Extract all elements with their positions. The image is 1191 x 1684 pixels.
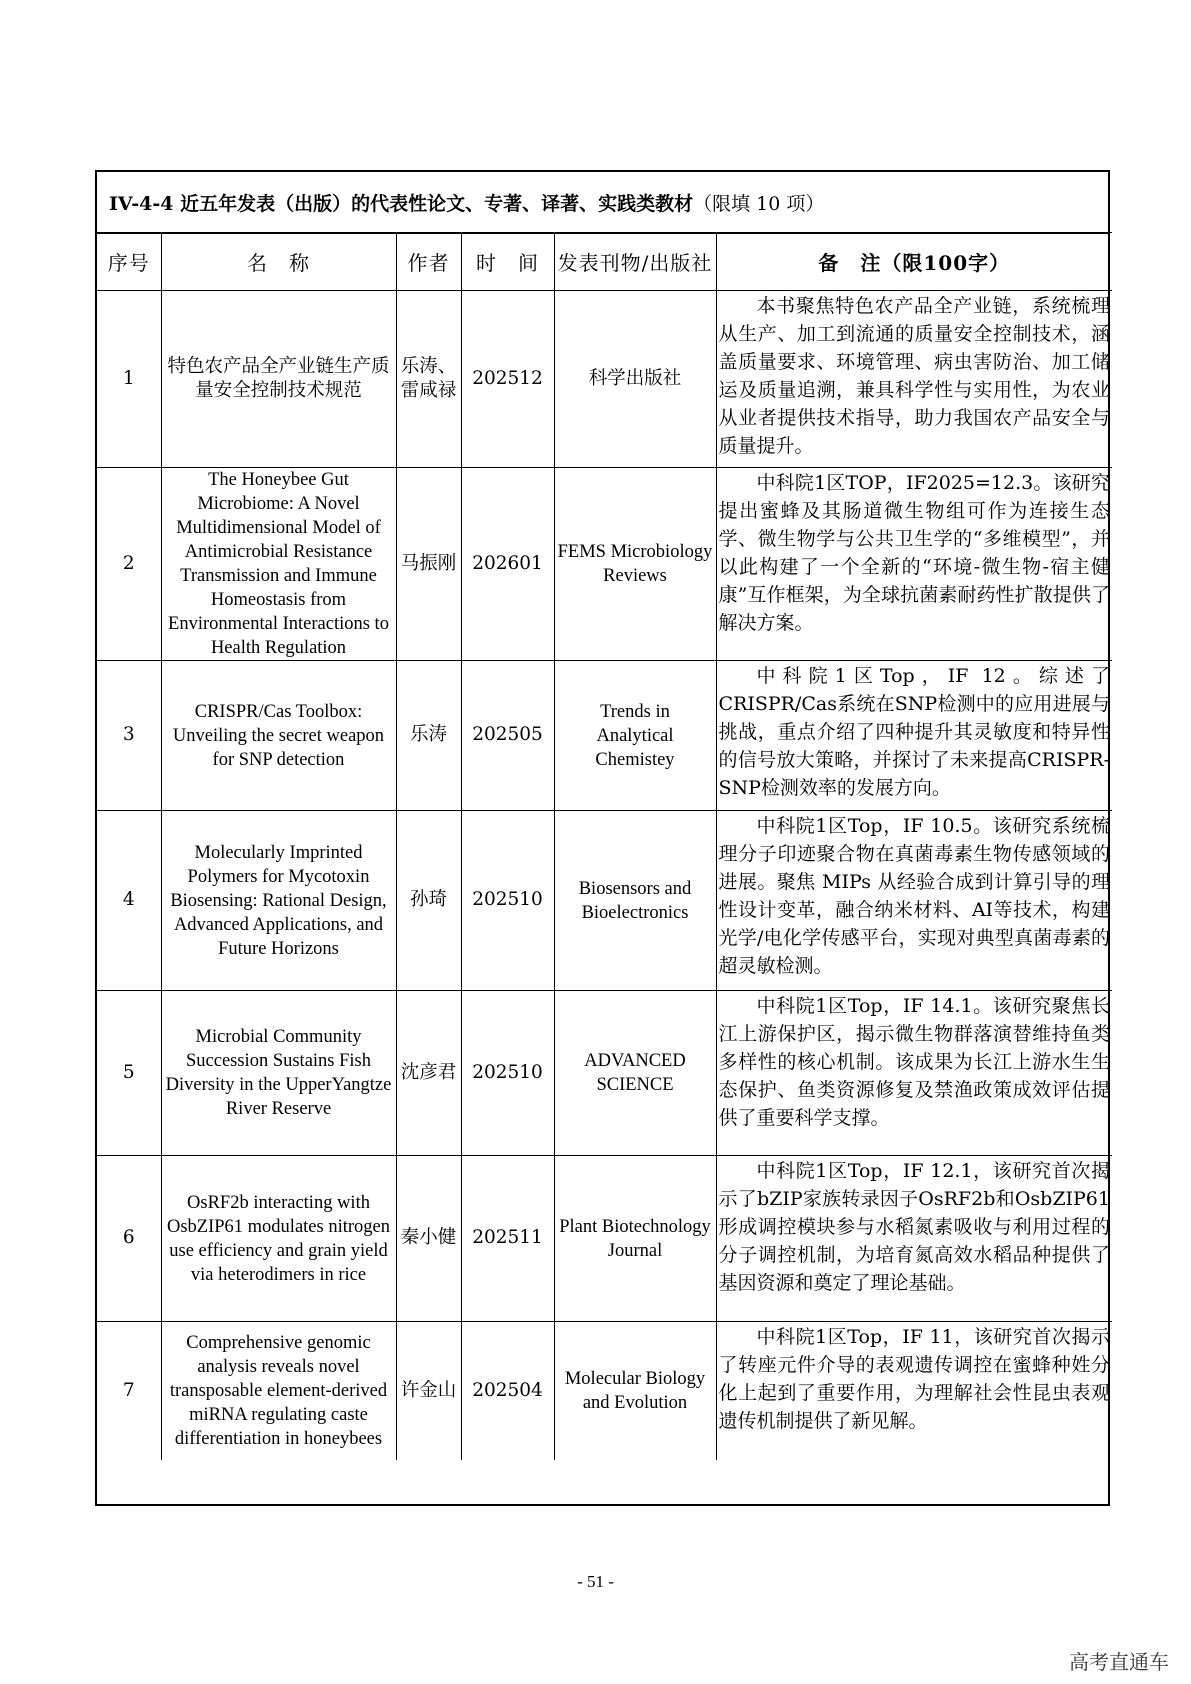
- cell-time: 202601: [461, 468, 554, 661]
- cell-time: 202512: [461, 291, 554, 468]
- table-row: [97, 991, 1112, 1156]
- remark-text: 中科院1区Top，IF 12。综述了CRISPR/Cas系统在SNP检测中的应用进展与挑战，重点介绍了四种提升其灵敏度和特异性的信号放大策略，并探讨了未来提高CRISPR-SNP检测效率的发展方向。: [718, 665, 1110, 799]
- publications-form: [95, 170, 1110, 1506]
- cell-time: 202510: [461, 991, 554, 1156]
- cell-publisher: Molecular Biology and Evolution: [554, 1322, 716, 1460]
- cell-name: Comprehensive genomic analysis reveals novel transposable element-derived miRNA regulating caste differentiation in honeybees: [161, 1322, 396, 1460]
- cell-name: 特色农产品全产业链生产质量安全控制技术规范: [161, 291, 396, 468]
- cell-name: Microbial Community Succession Sustains Fish Diversity in the UpperYangtze River Reserve: [161, 991, 396, 1156]
- remark-text: 本书聚焦特色农产品全产业链，系统梳理从生产、加工到流通的质量安全控制技术，涵盖质量要求、环境管理、病虫害防治、加工储运及质量追溯，兼具科学性与实用性，为农业从业者提供技术指导，助力我国农产品安全与质量提升。: [718, 295, 1110, 457]
- page-number: - 51 -: [577, 1572, 614, 1591]
- cell-name: The Honeybee Gut Microbiome: A Novel Multidimensional Model of Antimicrobial Resistance Transmission and Immune Homeostasis from Environmental Interactions to Health Regulation: [161, 468, 396, 661]
- cell-author: 乐涛、雷咸禄: [396, 291, 461, 468]
- section-limit: （限填 10 项）: [693, 192, 825, 215]
- cell-publisher: 科学出版社: [554, 291, 716, 468]
- cell-author: 秦小健: [396, 1156, 461, 1322]
- cell-publisher: Trends in Analytical Chemistey: [554, 661, 716, 811]
- remark-text: 中科院1区TOP，IF2025=12.3。该研究提出蜜蜂及其肠道微生物组可作为连接生态学、微生物学与公共卫生学的“多维模型”，并以此构建了一个全新的“环境-微生物-宿主健康”互作框架，为全球抗菌素耐药性扩散提供了解决方案。: [718, 472, 1110, 634]
- cell-time: 202510: [461, 811, 554, 991]
- cell-index: 3: [97, 661, 161, 811]
- table-row: [97, 661, 1112, 811]
- header-name: 名 称: [161, 233, 396, 291]
- header-index: 序号: [97, 233, 161, 291]
- cell-name: CRISPR/Cas Toolbox: Unveiling the secret weapon for SNP detection: [161, 661, 396, 811]
- table-header-row: [97, 233, 1112, 291]
- cell-remark: [716, 991, 1112, 1156]
- cell-time: 202511: [461, 1156, 554, 1322]
- cell-remark: [716, 1156, 1112, 1322]
- header-author: 作者: [396, 233, 461, 291]
- cell-publisher: FEMS Microbiology Reviews: [554, 468, 716, 661]
- header-remark: 备 注（限100字）: [716, 233, 1112, 291]
- cell-remark: [716, 291, 1112, 468]
- section-title: [97, 172, 1108, 234]
- table-row: [97, 468, 1112, 661]
- cell-index: 1: [97, 291, 161, 468]
- cell-author: 沈彦君: [396, 991, 461, 1156]
- cell-publisher: Plant Biotechnology Journal: [554, 1156, 716, 1322]
- cell-publisher: ADVANCED SCIENCE: [554, 991, 716, 1156]
- cell-index: 7: [97, 1322, 161, 1460]
- cell-time: 202505: [461, 661, 554, 811]
- publications-table: [97, 232, 1112, 1460]
- cell-index: 6: [97, 1156, 161, 1322]
- remark-text: 中科院1区Top，IF 14.1。该研究聚焦长江上游保护区，揭示微生物群落演替维持鱼类多样性的核心机制。该成果为长江上游水生生态保护、鱼类资源修复及禁渔政策成效评估提供了重要科学支撑。: [718, 995, 1110, 1129]
- header-publisher: 发表刊物/出版社: [554, 233, 716, 291]
- cell-author: 孙琦: [396, 811, 461, 991]
- section-title-text: IV-4-4 近五年发表（出版）的代表性论文、专著、译著、实践类教材: [109, 192, 694, 215]
- cell-remark: [716, 661, 1112, 811]
- cell-author: 许金山: [396, 1322, 461, 1460]
- cell-index: 4: [97, 811, 161, 991]
- table-row: [97, 811, 1112, 991]
- cell-index: 2: [97, 468, 161, 661]
- cell-index: 5: [97, 991, 161, 1156]
- cell-remark: [716, 468, 1112, 661]
- table-row: [97, 1156, 1112, 1322]
- cell-author: 乐涛: [396, 661, 461, 811]
- cell-remark: [716, 811, 1112, 991]
- remark-text: 中科院1区Top，IF 11，该研究首次揭示了转座元件介导的表观遗传调控在蜜蜂种姓分化上起到了重要作用，为理解社会性昆虫表观遗传机制提供了新见解。: [718, 1326, 1110, 1432]
- watermark-text: 高考直通车: [1069, 1650, 1169, 1674]
- cell-author: 马振刚: [396, 468, 461, 661]
- table-row: [97, 291, 1112, 468]
- cell-publisher: Biosensors and Bioelectronics: [554, 811, 716, 991]
- cell-name: Molecularly Imprinted Polymers for Mycotoxin Biosensing: Rational Design, Advanced Applications, and Future Horizons: [161, 811, 396, 991]
- remark-text: 中科院1区Top，IF 12.1，该研究首次揭示了bZIP家族转录因子OsRF2b和OsbZIP61形成调控模块参与水稻氮素吸收与利用过程的分子调控机制，为培育氮高效水稻品种提供了基因资源和奠定了理论基础。: [718, 1160, 1110, 1294]
- cell-name: OsRF2b interacting with OsbZIP61 modulates nitrogen use efficiency and grain yield via heterodimers in rice: [161, 1156, 396, 1322]
- cell-time: 202504: [461, 1322, 554, 1460]
- remark-text: 中科院1区Top，IF 10.5。该研究系统梳理分子印迹聚合物在真菌毒素生物传感领域的进展。聚焦 MIPs 从经验合成到计算引导的理性设计变革，融合纳米材料、AI等技术，构建光学/电化学传感平台，实现对典型真菌毒素的超灵敏检测。: [718, 815, 1110, 977]
- cell-remark: [716, 1322, 1112, 1460]
- header-time: 时 间: [461, 233, 554, 291]
- table-row: [97, 1322, 1112, 1460]
